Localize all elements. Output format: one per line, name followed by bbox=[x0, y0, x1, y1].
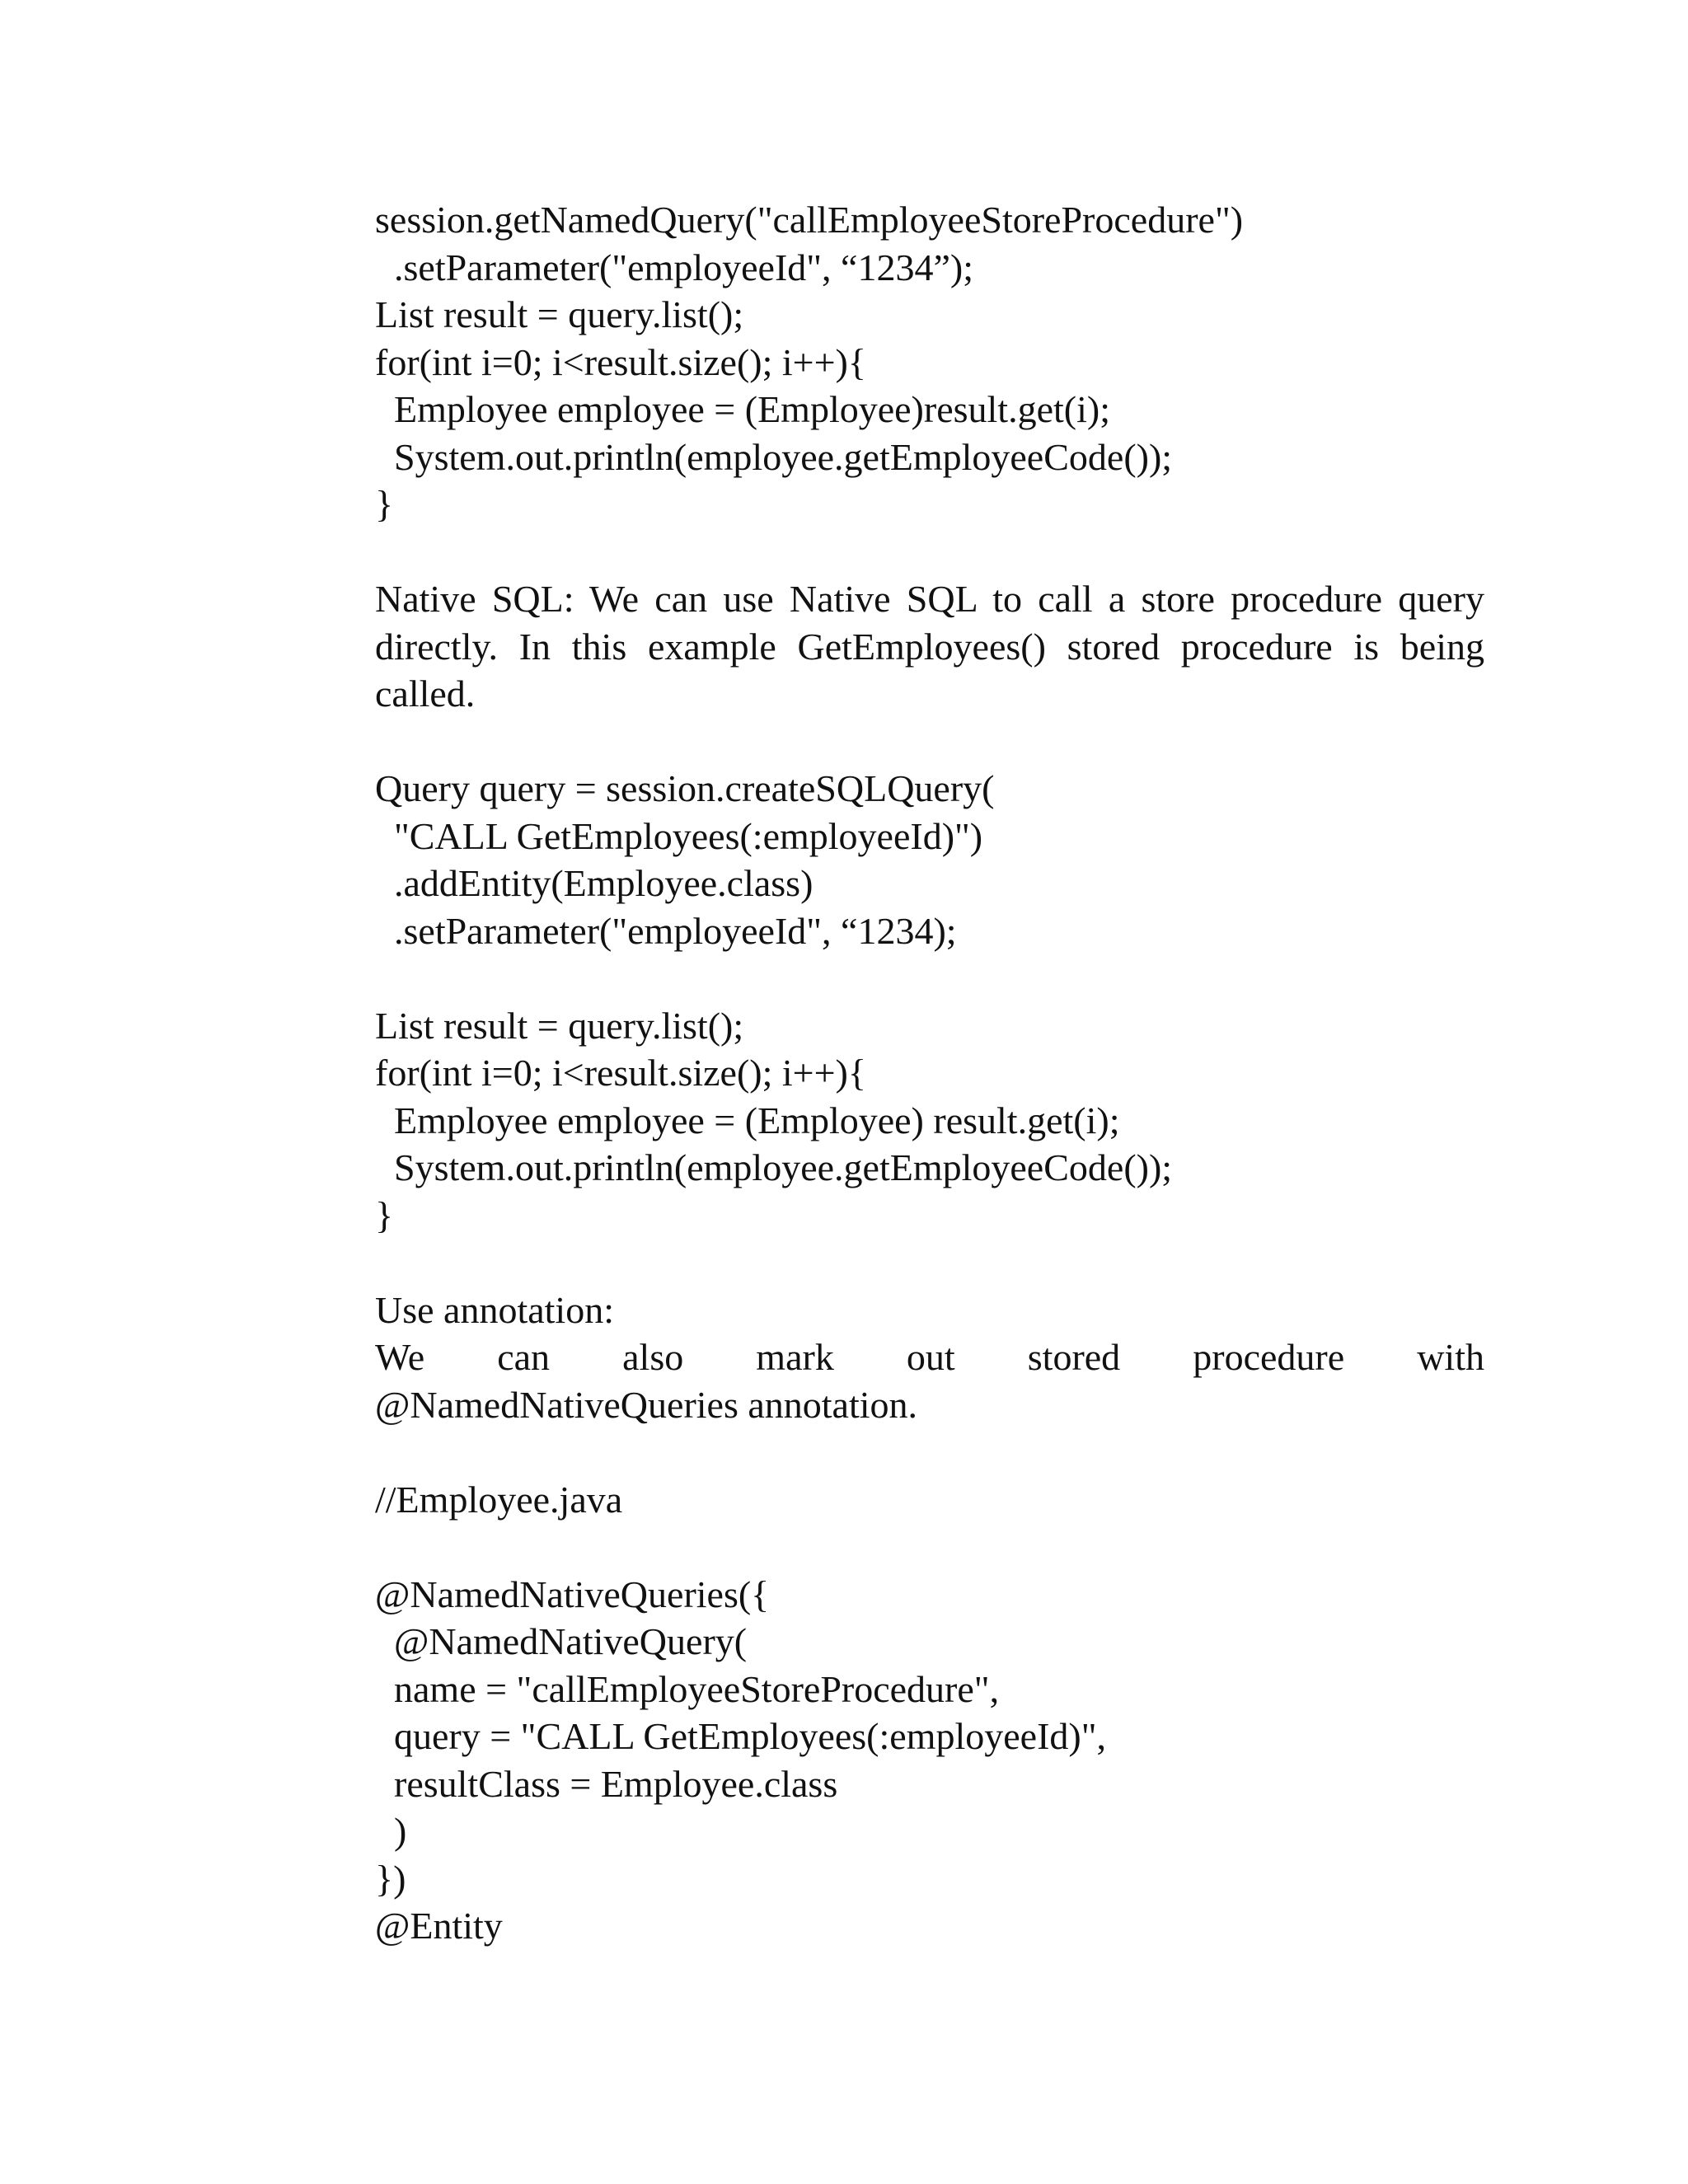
file-comment: //Employee.java bbox=[375, 1478, 623, 1521]
spacer bbox=[375, 718, 1484, 766]
code-line: "CALL GetEmployees(:employeeId)") bbox=[375, 814, 983, 857]
spacer bbox=[375, 528, 1484, 576]
annotation-heading: Use annotation: bbox=[375, 1288, 614, 1331]
code-line: System.out.println(employee.getEmployeeCode()); bbox=[375, 1146, 1173, 1188]
code-line: .setParameter("employeeId", “1234”); bbox=[375, 246, 973, 288]
code-line: .setParameter("employeeId", “1234); bbox=[375, 909, 957, 952]
code-line: .addEntity(Employee.class) bbox=[375, 862, 814, 904]
annotation-text-line: @NamedNativeQueries annotation. bbox=[375, 1383, 918, 1426]
code-line: for(int i=0; i<result.size(); i++){ bbox=[375, 340, 866, 383]
code-line: @NamedNativeQueries({ bbox=[375, 1572, 770, 1615]
code-line: Query query = session.createSQLQuery( bbox=[375, 767, 995, 809]
code-line: session.getNamedQuery("callEmployeeStoreProcedure") bbox=[375, 199, 1244, 241]
spacer bbox=[375, 954, 1484, 1002]
code-line: System.out.println(employee.getEmployeeCode()); bbox=[375, 435, 1173, 478]
code-line: ) bbox=[375, 1810, 407, 1852]
code-line: }) bbox=[375, 1857, 406, 1900]
native-sql-paragraph: Native SQL: We can use Native SQL to call a store procedure query directly. In this example GetEmployees() stored procedure is being called. bbox=[375, 578, 1484, 715]
annotation-section bbox=[375, 1286, 1484, 1429]
code-line: Employee employee = (Employee) result.get(i); bbox=[375, 1099, 1120, 1141]
code-line: query = "CALL GetEmployees(:employeeId)", bbox=[375, 1715, 1106, 1757]
code-block-result-loop bbox=[375, 1002, 1484, 1240]
code-block-annotation bbox=[375, 1571, 1484, 1950]
code-line: } bbox=[375, 483, 394, 525]
code-line: Employee employee = (Employee)result.get(i); bbox=[375, 388, 1110, 430]
spacer bbox=[375, 1239, 1484, 1286]
code-line: name = "callEmployeeStoreProcedure", bbox=[375, 1667, 1000, 1710]
document-content bbox=[375, 196, 1484, 1950]
code-line: @Entity bbox=[375, 1905, 503, 1947]
code-block-named-query bbox=[375, 196, 1484, 528]
spacer bbox=[375, 1428, 1484, 1476]
code-line: for(int i=0; i<result.size(); i++){ bbox=[375, 1052, 866, 1094]
annotation-text-line: We can also mark out stored procedure with bbox=[375, 1336, 1484, 1378]
spacer bbox=[375, 1523, 1484, 1571]
code-block-sql-query bbox=[375, 765, 1484, 954]
code-line: List result = query.list(); bbox=[375, 1004, 744, 1047]
code-line: @NamedNativeQuery( bbox=[375, 1620, 748, 1662]
code-line: resultClass = Employee.class bbox=[375, 1762, 838, 1805]
code-line: } bbox=[375, 1193, 394, 1236]
code-line: List result = query.list(); bbox=[375, 293, 744, 335]
